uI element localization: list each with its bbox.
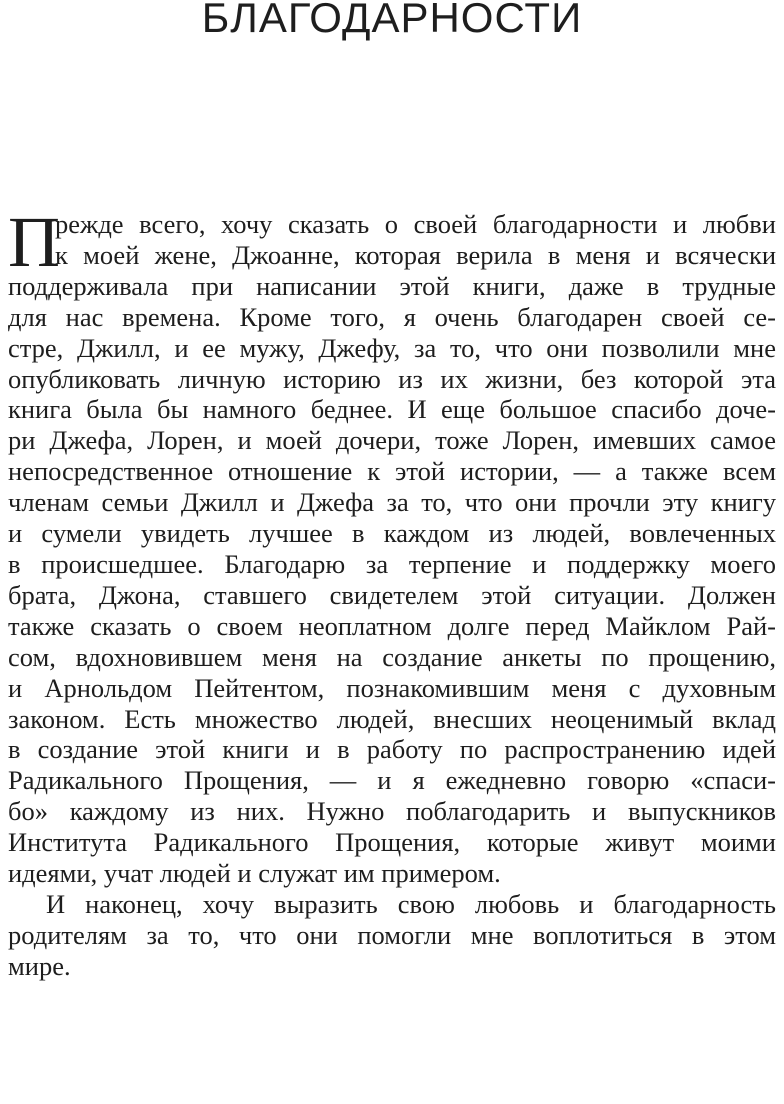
text-line: законом. Есть множество людей, внесших неоценимый вклад [8,703,776,734]
text-line: в происшедшее. Благодарю за терпение и поддержку моего [8,548,776,579]
text-line: сом, вдохновившем меня на создание анкеты по прощению, [8,641,776,672]
text-line: и сумели увидеть лучшее в каждом из людей, вовлеченных [8,518,776,549]
text-line: родителям за то, что они помогли мне воплотиться в этом [8,919,776,950]
text-line: бо» каждому из них. Нужно поблагодарить и выпускников [8,796,776,827]
text-line: ри Джефа, Лорен, и моей дочери, тоже Лорен, имевших самое [8,425,776,456]
text-line: опубликовать личную историю из их жизни, без которой эта [8,363,776,394]
text-line: режде всего, хочу сказать о своей благодарности и любви [55,209,776,239]
body-text [8,202,776,982]
text-line: мире. [8,950,71,981]
paragraph-2 [8,889,776,982]
text-line: книга была бы намного беднее. И еще большое спасибо доче- [8,394,776,425]
text-line: Института Радикального Прощения, которые живут моими [8,827,776,858]
drop-cap: П [8,202,60,282]
text-line: стре, Джилл, и ее мужу, Джефу, за то, что они позволили мне [8,332,776,363]
text-line: членам семьи Джилл и Джефа за то, что они прочли эту книгу [8,487,776,518]
text-line: поддерживала при написании этой книги, даже в трудные [8,270,776,301]
text-line: также сказать о своем неоплатном долге перед Майклом Рай- [8,610,776,641]
text-line: идеями, учат людей и служат им примером. [8,858,501,889]
text-line: брата, Джона, ставшего свидетелем этой ситуации. Должен [8,579,776,610]
text-line: Радикального Прощения, — и я ежедневно говорю «спаси- [8,765,776,796]
text-line: к моей жене, Джоанне, которая верила в меня и всячески [55,239,776,270]
text-line: для нас времена. Кроме того, я очень благодарен своей се- [8,301,776,332]
page-title: БЛАГОДАРНОСТИ [201,0,583,41]
text-line: и Арнольдом Пейтентом, познакомившим меня с духовным [8,672,776,703]
text-line: в создание этой книги и в работу по распространению идей [8,734,776,765]
text-line: непосредственное отношение к этой истории, — а также всем [8,456,776,487]
paragraph-1 [8,202,776,889]
text-line: И наконец, хочу выразить свою любовь и благодарность [46,888,776,919]
